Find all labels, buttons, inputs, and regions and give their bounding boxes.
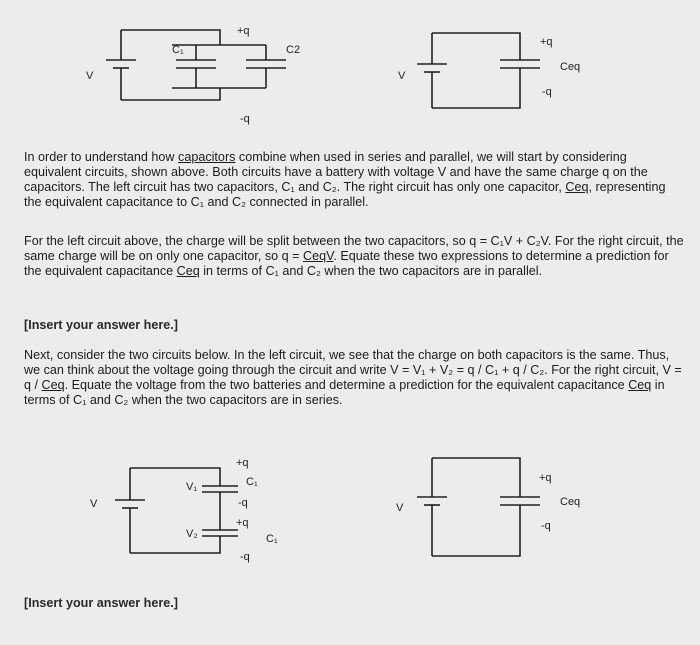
minus-q-label: -q [240,113,250,125]
minus-q-label: -q [238,497,248,509]
parallel-paragraph: For the left circuit above, the charge will be split between the two capacitors, so q = C₁V + C₂V. For the right circuit, the same charge will be on only one capacitor, so q = CeqV. Equate these two expressions to determine a prediction for the equivalent capacitance Ceq in terms of C₁ and C₂ when the two capacitors are in parallel. [24,234,684,278]
answer-placeholder-2[interactable]: [Insert your answer here.] [24,596,178,610]
battery-label: V [90,498,98,510]
minus-q-label: -q [541,520,551,532]
minus-q-label: -q [542,86,552,98]
equivalent-parallel-circuit [417,33,540,108]
battery-symbol [106,30,136,100]
capacitor-c2 [246,45,286,88]
answer-placeholder-1[interactable]: [Insert your answer here.] [24,318,178,332]
plus-q-label: +q [539,472,552,484]
battery-label: V [398,70,406,82]
series-paragraph: Next, consider the two circuits below. In the left circuit, we see that the charge on both capacitors is the same. Thus, we can think about the voltage going through the circuit and write V = V₁ + V₂ = q / C₁ + q / C₂. For the right circuit, V = q / Ceq. Equate the voltage from the two batteries and determine a prediction for the equivalent capacitance Ceq in terms of C₁ and C₂ when the two capacitors are in series. [24,348,682,407]
plus-q-label: +q [540,36,553,48]
c2-label: C₁ [266,533,278,545]
v1-label: V₁ [186,481,198,493]
plus-q-label: +q [236,517,249,529]
c1-label: C₁ [172,44,184,56]
v2-label: V₂ [186,528,198,540]
ceq-label: Ceq [560,496,581,508]
equivalent-series-circuit [417,458,540,556]
plus-q-label: +q [237,25,250,37]
ceq-label: Ceq [560,61,581,73]
capacitors-link[interactable]: capacitors [178,150,236,164]
series-circuit-diagram [115,468,238,553]
battery-label: V [86,70,94,82]
plus-q-label: +q [236,457,249,469]
c1-label: C₁ [246,476,258,488]
minus-q-label: -q [240,551,250,563]
battery-label: V [396,502,404,514]
intro-paragraph: In order to understand how capacitors combine when used in series and parallel, we will start by considering equivalent circuits, shown above. Both circuits have a battery with voltage V and have the same charge q on the capacitors. The left circuit has two capacitors, C₁ and C₂. The right circuit has only one capacitor, Ceq, representing the equivalent capacitance to C₁ and C₂ connected in parallel. [24,150,666,209]
c2-label: C2 [286,44,301,56]
